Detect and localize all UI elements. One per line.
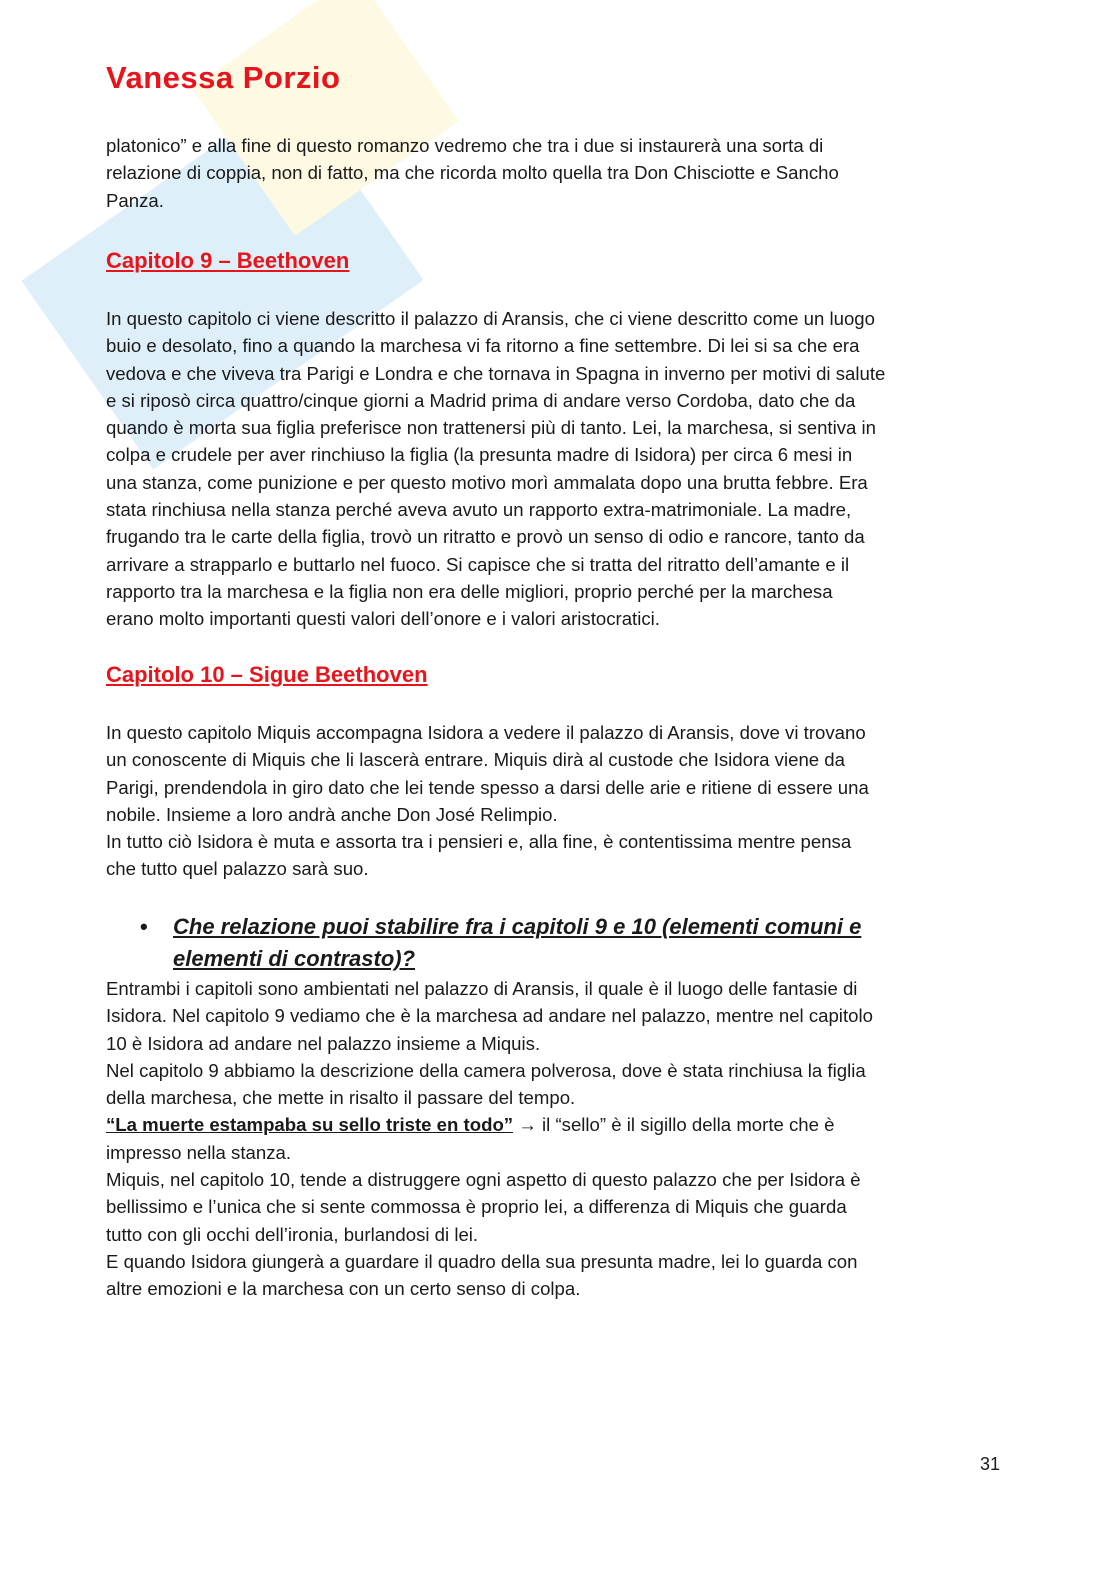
text-line: relazione di coppia, non di fatto, ma che ricorda molto quella tra Don Chisciotte e Sancho bbox=[106, 162, 839, 184]
text-line: In questo capitolo Miquis accompagna Isidora a vedere il palazzo di Aransis, dove vi trovano bbox=[106, 722, 866, 743]
text-line: della marchesa, che mette in risalto il passare del tempo. bbox=[106, 1087, 576, 1109]
chapter-9-heading: Capitolo 9 – Beethoven bbox=[106, 248, 350, 273]
spanish-quote: “La muerte estampaba su sello triste en todo” bbox=[106, 1114, 514, 1136]
text-line: un conoscente di Miquis che li lascerà entrare. Miquis dirà al custode che Isidora viene da bbox=[106, 749, 845, 771]
question-line: Che relazione puoi stabilire fra i capitoli 9 e 10 (elementi comuni e bbox=[173, 914, 862, 939]
chapter-10-paragraph bbox=[106, 719, 869, 883]
text-line: colpa e crudele per aver rinchiuso la figlia (la presunta madre di Isidora) per circa 6 mesi in bbox=[106, 444, 853, 466]
text-line: impresso nella stanza. bbox=[106, 1141, 291, 1163]
text-line: In tutto ciò Isidora è muta e assorta tra i pensieri e, alla fine, è contentissima mentre pensa bbox=[106, 831, 852, 853]
chapter-10-heading: Capitolo 10 – Sigue Beethoven bbox=[106, 662, 428, 687]
text-line: quando è morta sua figlia preferisce non trattenersi più di tanto. Lei, la marchesa, si sentiva in bbox=[106, 417, 876, 439]
author-name: Vanessa Porzio bbox=[106, 60, 341, 95]
text-line: una stanza, come punizione e per questo motivo morì ammalata dopo una brutta febbre. Era bbox=[106, 471, 868, 493]
text-line: stata rinchiusa nella stanza perché aveva avuto un rapporto extra-matrimoniale. La madre, bbox=[106, 499, 852, 521]
text-line: E quando Isidora giungerà a guardare il quadro della sua presunta madre, lei lo guarda con bbox=[106, 1250, 858, 1272]
text-line: Panza. bbox=[106, 189, 164, 211]
text-line: bellissimo e l’unica che si sente commossa è proprio lei, a differenza di Miquis che guarda bbox=[106, 1196, 847, 1218]
text-line: altre emozioni e la marchesa con un certo senso di colpa. bbox=[106, 1278, 581, 1300]
answer-paragraph bbox=[106, 975, 873, 1303]
text-line: Nel capitolo 9 abbiamo la descrizione della camera polverosa, dove è stata rinchiusa la figlia bbox=[106, 1059, 866, 1081]
text-line: 10 è Isidora ad andare nel palazzo insieme a Miquis. bbox=[106, 1032, 541, 1054]
text-line: platonico” e alla fine di questo romanzo vedremo che tra i due si instaurerà una sorta di bbox=[106, 135, 824, 156]
text-line: Isidora. Nel capitolo 9 vediamo che è la marchesa ad andare nel palazzo, mentre nel capitolo bbox=[106, 1005, 873, 1027]
text-line: nobile. Insieme a loro andrà anche Don José Relimpio. bbox=[106, 803, 558, 825]
intro-paragraph bbox=[106, 132, 839, 214]
text-line: Entrambi i capitoli sono ambientati nel palazzo di Aransis, il quale è il luogo delle fantasie di bbox=[106, 978, 858, 999]
answer-lines-before bbox=[106, 975, 873, 1111]
text-line: rapporto tra la marchesa e la figlia non era delle migliori, proprio perché per la marchesa bbox=[106, 580, 833, 602]
text-line: e si riposò circa quattro/cinque giorni a Madrid prima di andare verso Cordoba, dato che da bbox=[106, 389, 856, 411]
text-line: erano molto importanti questi valori dell’onore e i valori aristocratici. bbox=[106, 608, 660, 630]
question-item bbox=[140, 911, 861, 975]
text-line: In questo capitolo ci viene descritto il palazzo di Aransis, che ci viene descritto come un luogo bbox=[106, 308, 875, 329]
bullet-icon: • bbox=[140, 914, 148, 939]
text-line: che tutto quel palazzo sarà suo. bbox=[106, 858, 369, 880]
quote-explanation: il “sello” è il sigillo della morte che è bbox=[536, 1114, 835, 1136]
text-line: frugando tra le carte della figlia, trovò un ritratto e provò un senso di odio e rancore, tanto da bbox=[106, 526, 865, 548]
text-line: Miquis, nel capitolo 10, tende a distruggere ogni aspetto di questo palazzo che per Isidora è bbox=[106, 1169, 861, 1191]
chapter-9-paragraph bbox=[106, 305, 885, 633]
arrow-icon: → bbox=[518, 1114, 537, 1136]
text-line: arrivare a strapparlo e buttarlo nel fuoco. Si capisce che si tratta del ritratto dell’amante e il bbox=[106, 553, 850, 575]
text-line: tutto con gli occhi dell’ironia, burlandosi di lei. bbox=[106, 1223, 479, 1245]
text-line: Parigi, prendendola in giro dato che lei tende spesso a darsi delle arie e ritiene di essere una bbox=[106, 776, 869, 798]
quote-line bbox=[106, 1111, 873, 1138]
answer-lines-after bbox=[106, 1139, 873, 1303]
text-line: vedova e che viveva tra Parigi e Londra e che tornava in Spagna in inverno per motivi di salute bbox=[106, 362, 886, 384]
page-number: 31 bbox=[980, 1454, 1001, 1474]
text-line: buio e desolato, fino a quando la marchesa vi fa ritorno a fine settembre. Di lei si sa che era bbox=[106, 335, 860, 357]
question-line: elementi di contrasto)? bbox=[173, 946, 416, 971]
